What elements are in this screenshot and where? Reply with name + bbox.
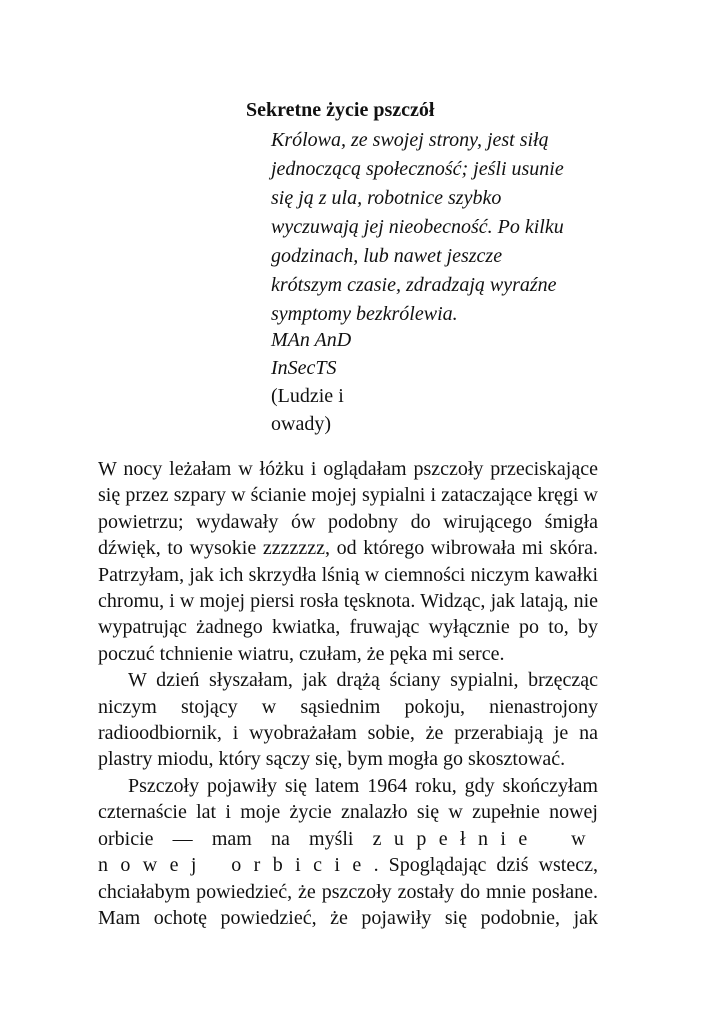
body-paragraph: W nocy leżałam w łóżku i oglądałam pszczoły przeciskające się przez szpary w ścianie mojej sypialni i zataczające kręgi w powietrzu; wydawały ów podobny do wirującego śmigła dźwięk, to wysokie zzzzzzz, od którego wibrowała mi skóra. Patrzyłam, jak ich skrzydła lśnią w ciemności niczym kawałki chromu, i w mojej piersi rosła tęsknota. Widząc, jak latają, nie wypatrując żadnego kwiatka, fruwając wyłącznie po to, by poczuć tchnienie wiatru, czułam, że pęka mi serce. [98,458,598,665]
epigraph-line: się ją z ula, robotnice szybko [271,187,502,209]
epigraph-source [271,326,351,438]
body-paragraph [98,773,598,931]
source-title-line: InSecTS [271,357,337,379]
chapter-body [98,456,598,931]
book-title: Sekretne życie pszczół [246,99,435,121]
paragraph-text: . Spoglądając dziś wstecz, chciałabym powiedzieć, że pszczoły zostały do mnie posłane. Mam ochotę powiedzieć, że pojawiły się podobnie, jak [98,854,598,929]
source-translation-line: owady) [271,413,331,435]
epigraph-quote [271,126,631,329]
spaced-emphasis: zupełnie w nowej orbicie [98,827,599,877]
epigraph-line: Królowa, ze swojej strony, jest siłą [271,129,549,151]
body-paragraph: W dzień słyszałam, jak drążą ściany sypialni, brzęcząc niczym stojący w sąsiednim pokoju, nienastrojony radioodbiornik, i wyobrażałam sobie, że przerabiają je na plastry miodu, który sączy się, bym mogła go skosztować. [98,669,598,771]
source-translation-line: (Ludzie i [271,385,344,407]
paragraph-text: Pszczoły pojawiły się latem 1964 roku, gdy skończyłam czternaście lat i moje życie znalazło się w zupełnie nowej orbicie — mam na myśli [98,774,598,850]
epigraph-line: godzinach, lub nawet jeszcze [271,245,503,267]
epigraph-line: jednoczącą społeczność; jeśli usunie [271,158,564,180]
source-title-line: MAn AnD [271,329,352,351]
epigraph-line: krótszym czasie, zdradzają wyraźne [271,274,557,296]
epigraph-line: wyczuwają jej nieobecność. Po kilku [271,216,564,238]
epigraph-line: symptomy bezkrólewia. [271,303,458,325]
